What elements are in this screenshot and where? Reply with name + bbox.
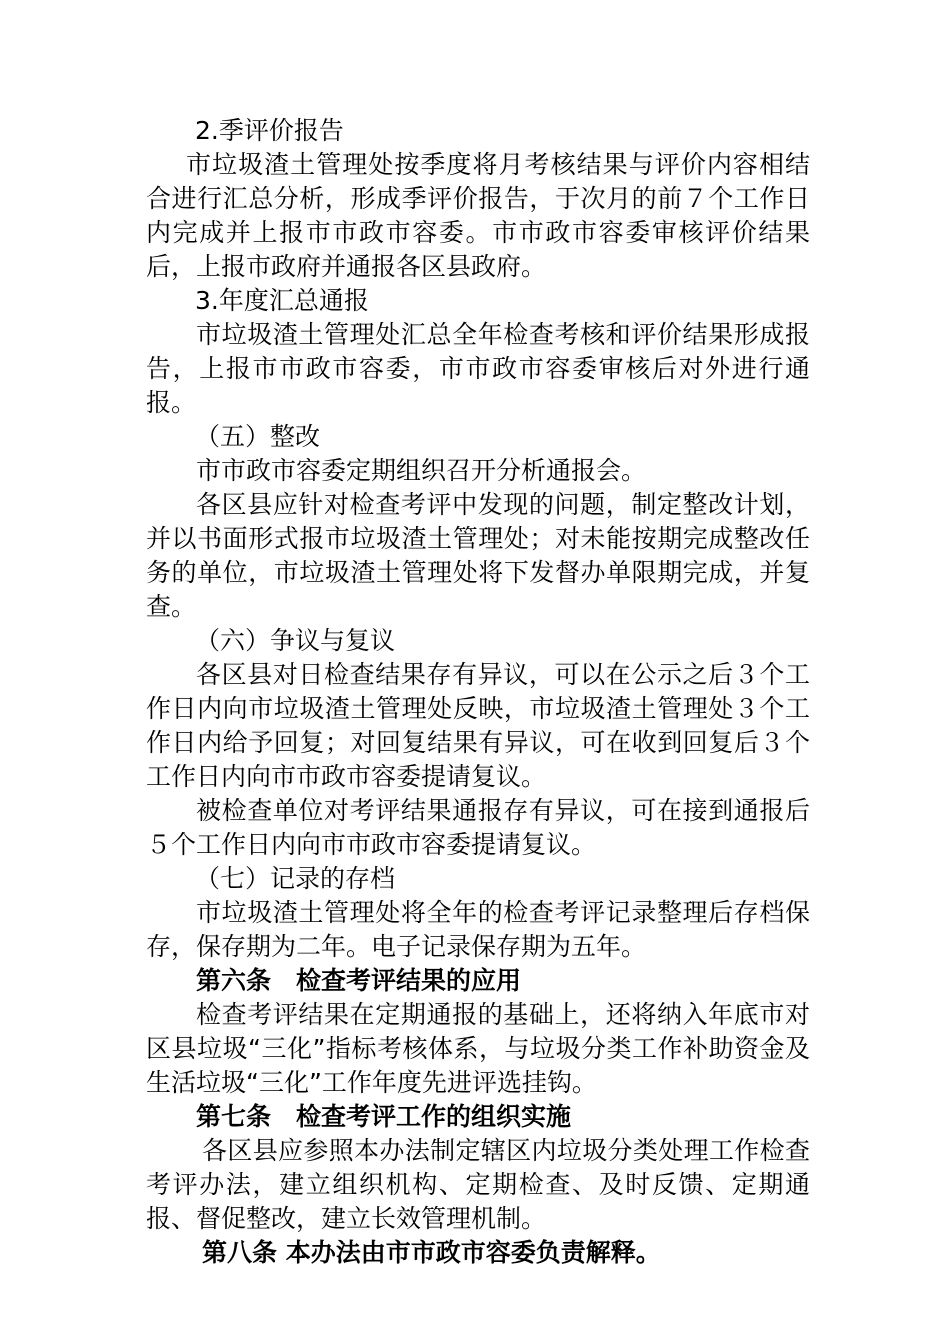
paragraph-dispute-daily: 各区县对日检查结果存有异议，可以在公示之后３个工作日内向市垃圾渣土管理处反映，市垃圾渣土管理处３个工作日内给予回复；对回复结果有异议，可在收到回复后３个工作日内向市市政市容委提请复议。 — [146, 660, 810, 791]
paragraph-quarterly-report: 市垃圾渣土管理处按季度将月考核结果与评价内容相结合进行汇总分析，形成季评价报告，于次月的前７个工作日内完成并上报市市政市容委。市市政市容委审核评价结果后，上报市政府并通报各区县政府。 — [146, 150, 810, 281]
heading-annual-summary: 3.年度汇总通报 — [195, 286, 369, 315]
heading-record-archive: （七）记录的存档 — [195, 864, 396, 893]
paragraph-dispute-report: 被检查单位对考评结果通报存有异议，可在接到通报后５个工作日内向市市政市容委提请复议。 — [146, 796, 810, 859]
heading-dispute-review: （六）争议与复议 — [195, 626, 396, 655]
paragraph-article-7: 各区县应参照本办法制定辖区内垃圾分类处理工作检查考评办法，建立组织机构、定期检查、及时反馈、定期通报、督促整改，建立长效管理机制。 — [146, 1136, 810, 1233]
paragraph-rectification-meeting: 市市政市容委定期组织召开分析通报会。 — [196, 456, 647, 485]
paragraph-rectification-plan: 各区县应针对检查考评中发现的问题，制定整改计划，并以书面形式报市垃圾渣土管理处；对未能按期完成整改任务的单位，市垃圾渣土管理处将下发督办单限期完成，并复查。 — [146, 490, 810, 621]
document-body — [146, 114, 810, 1270]
paragraph-annual-summary: 市垃圾渣土管理处汇总全年检查考核和评价结果形成报告，上报市市政市容委，市市政市容委审核后对外进行通报。 — [146, 320, 810, 417]
heading-article-7: 第七条 检查考评工作的组织实施 — [196, 1102, 572, 1131]
heading-article-6: 第六条 检查考评结果的应用 — [196, 966, 522, 995]
heading-quarterly-report: 2.季评价报告 — [195, 116, 344, 145]
heading-rectification: （五）整改 — [195, 422, 321, 451]
paragraph-record-archive: 市垃圾渣土管理处将全年的检查考评记录整理后存档保存，保存期为二年。电子记录保存期为五年。 — [146, 898, 810, 961]
paragraph-article-6: 检查考评结果在定期通报的基础上，还将纳入年底市对区县垃圾“三化”指标考核体系，与垃圾分类工作补助资金及生活垃圾“三化”工作年度先进评选挂钩。 — [146, 1000, 810, 1097]
heading-article-8: 第八条 本办法由市市政市容委负责解释。 — [202, 1238, 661, 1267]
